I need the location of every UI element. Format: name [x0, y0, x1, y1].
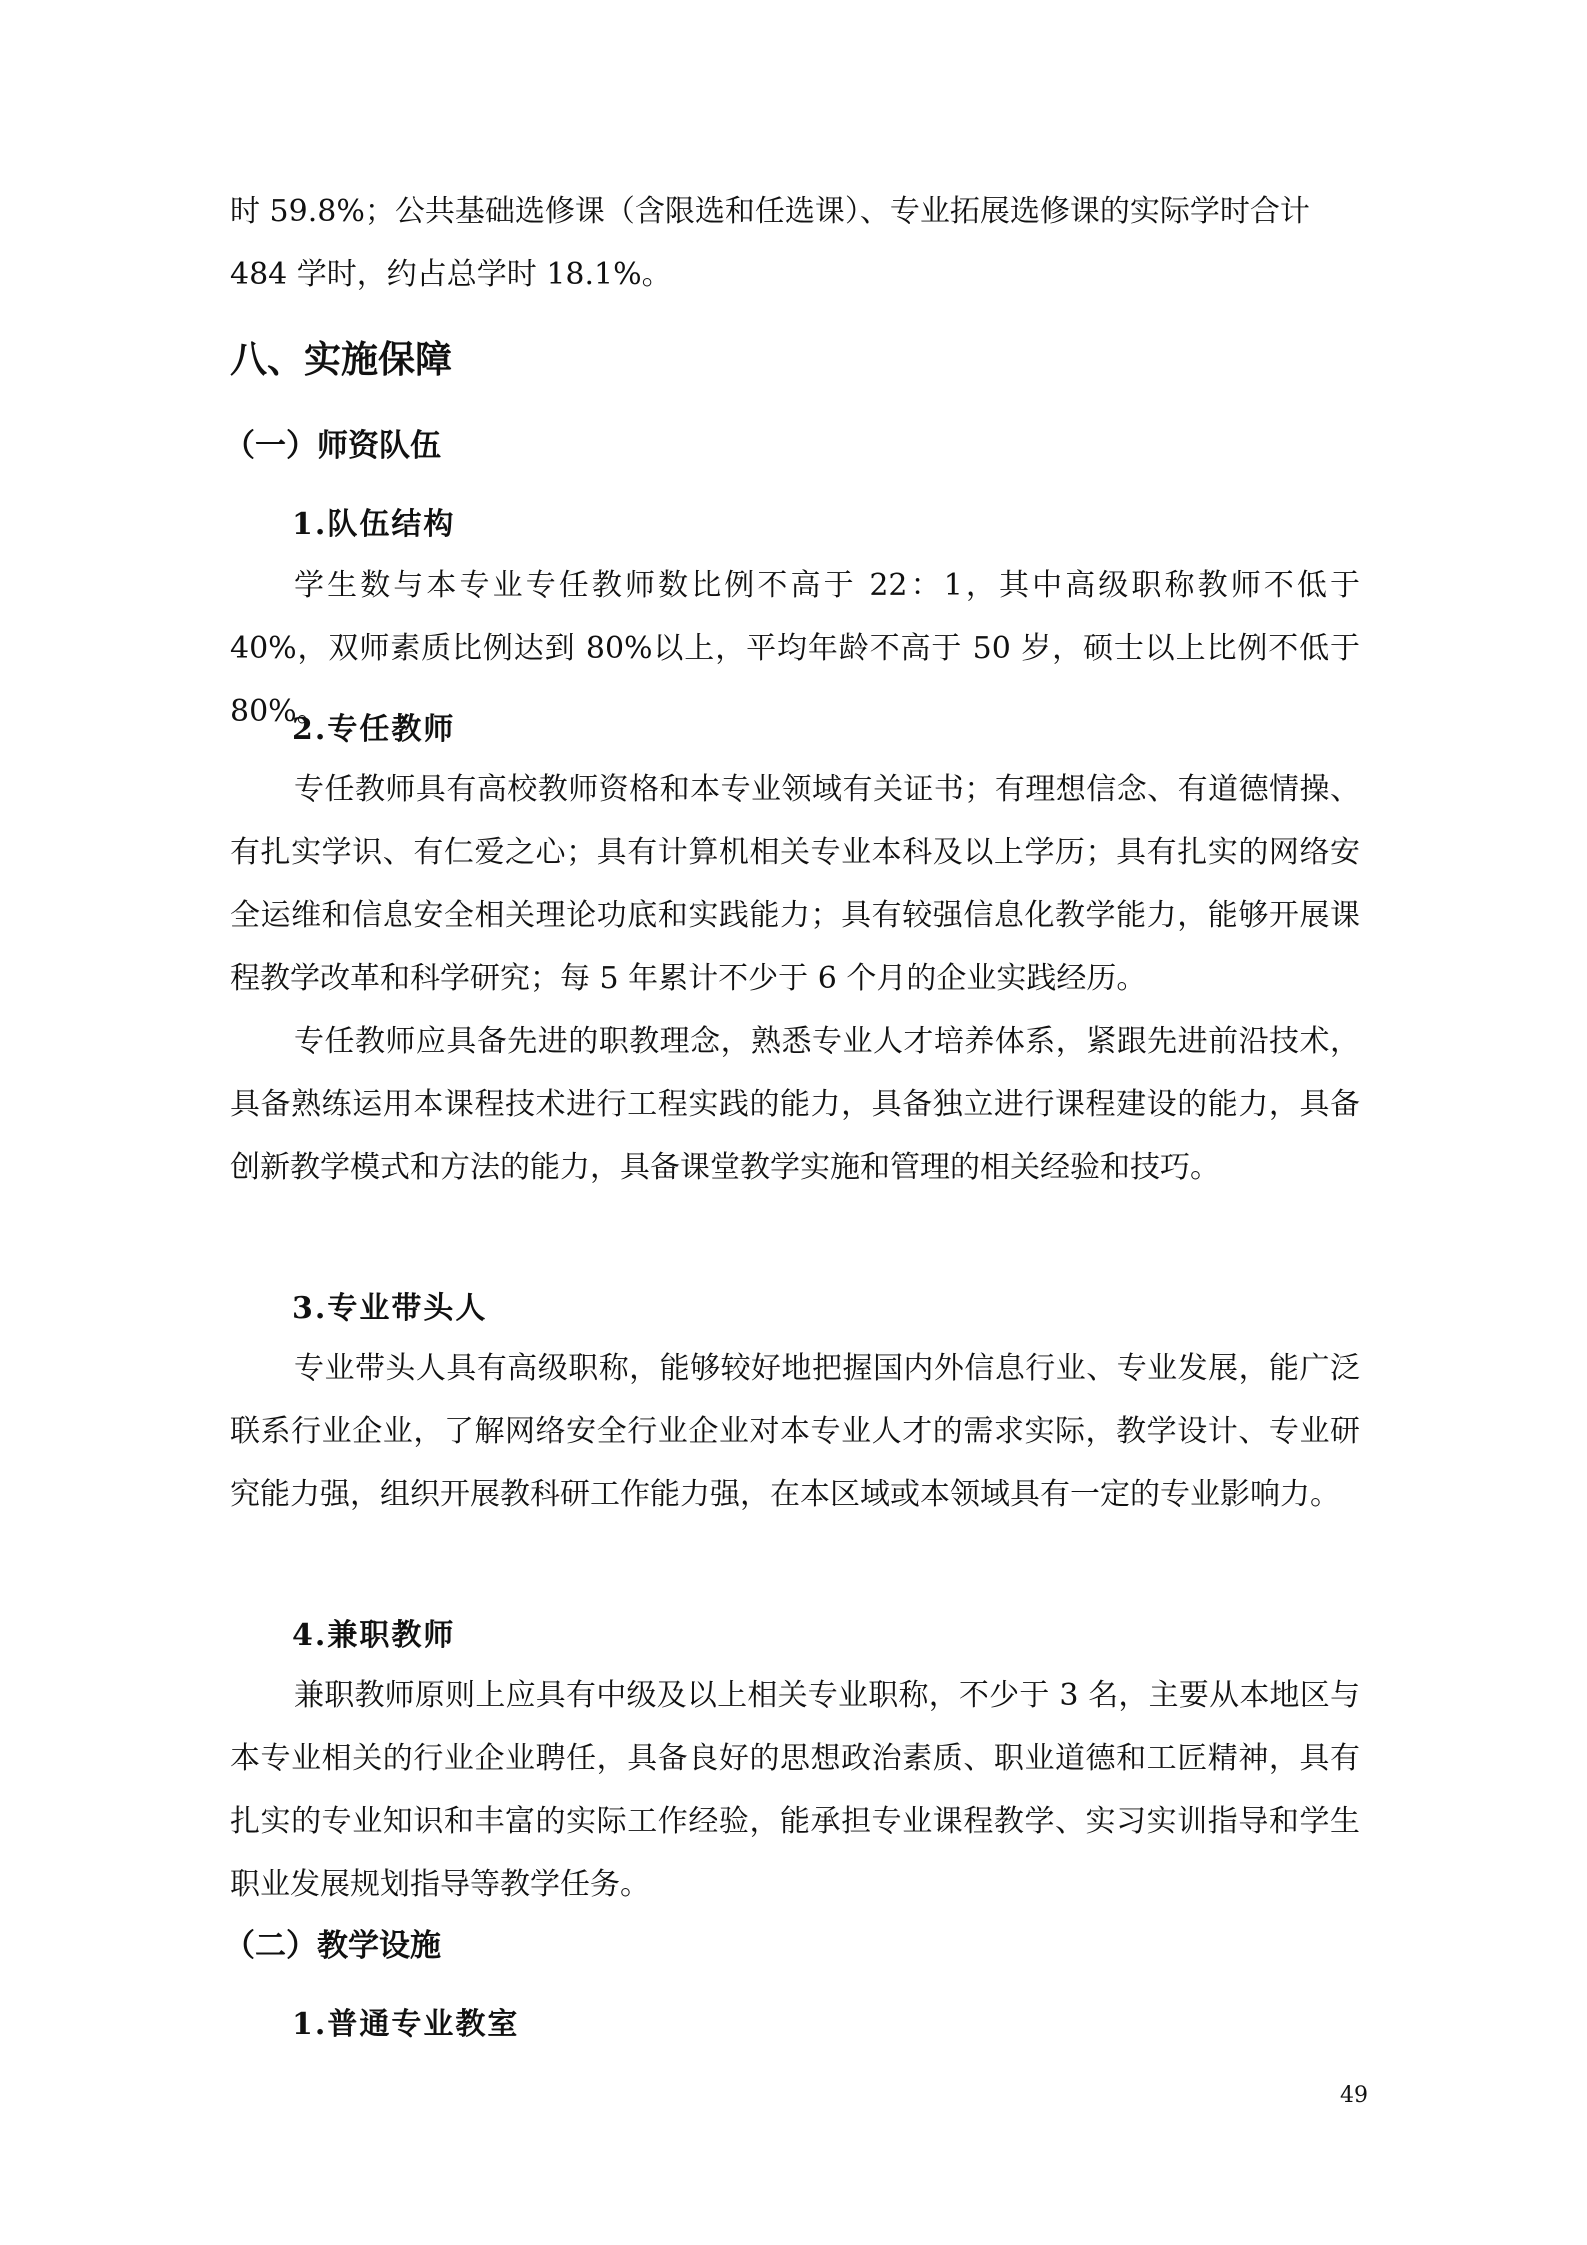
- structure-heading: 1.队伍结构: [292, 507, 456, 542]
- teachers-heading: （一）师资队伍: [224, 428, 441, 464]
- intro-line-1: 时 59.8%；公共基础选修课（含限选和任选课）、专业拓展选修课的实际学时合计: [230, 194, 1310, 229]
- section-title: 八、实施保障: [230, 338, 452, 381]
- parttime-paragraph: [230, 1664, 1360, 1916]
- fulltime-paragraphs: [230, 758, 1360, 1199]
- leader-paragraph: [230, 1337, 1360, 1526]
- facilities-heading: （二）教学设施: [224, 1928, 441, 1964]
- leader-text: 专业带头人具有高级职称，能够较好地把握国内外信息行业、专业发展，能广泛联系行业企业，了解网络安全行业企业对本专业人才的需求实际，教学设计、专业研究能力强，组织开展教科研工作能力强，在本区域或本领域具有一定的专业影响力。: [230, 1351, 1360, 1512]
- parttime-text: 兼职教师原则上应具有中级及以上相关专业职称，不少于 3 名，主要从本地区与本专业相关的行业企业聘任，具备良好的思想政治素质、职业道德和工匠精神，具有扎实的专业知识和丰富的实际工作经验，能承担专业课程教学、实习实训指导和学生职业发展规划指导等教学任务。: [230, 1678, 1360, 1902]
- page-number: 49: [1340, 2083, 1368, 2108]
- intro-line-2: 484 学时，约占总学时 18.1%。: [230, 257, 672, 292]
- parttime-heading: 4.兼职教师: [292, 1618, 456, 1653]
- structure-text: 学生数与本专业专任教师数比例不高于 22：1，其中高级职称教师不低于 40%，双师素质比例达到 80%以上，平均年龄不高于 50 岁，硕士以上比例不低于 80%。: [230, 568, 1361, 729]
- intro-paragraph: [230, 180, 1360, 306]
- leader-heading: 3.专业带头人: [292, 1291, 488, 1326]
- fulltime-heading: 2.专任教师: [292, 712, 456, 747]
- fulltime-text-2: 专任教师应具备先进的职教理念，熟悉专业人才培养体系，紧跟先进前沿技术，具备熟练运用本课程技术进行工程实践的能力，具备独立进行课程建设的能力，具备创新教学模式和方法的能力，具备课堂教学实施和管理的相关经验和技巧。: [230, 1024, 1360, 1185]
- classroom-heading: 1.普通专业教室: [292, 2007, 520, 2042]
- fulltime-text-1: 专任教师具有高校教师资格和本专业领域有关证书；有理想信念、有道德情操、有扎实学识、有仁爱之心；具有计算机相关专业本科及以上学历；具有扎实的网络安全运维和信息安全相关理论功底和实践能力；具有较强信息化教学能力，能够开展课程教学改革和科学研究；每 5 年累计不少于 6 个月的企业实践经历。: [230, 772, 1360, 996]
